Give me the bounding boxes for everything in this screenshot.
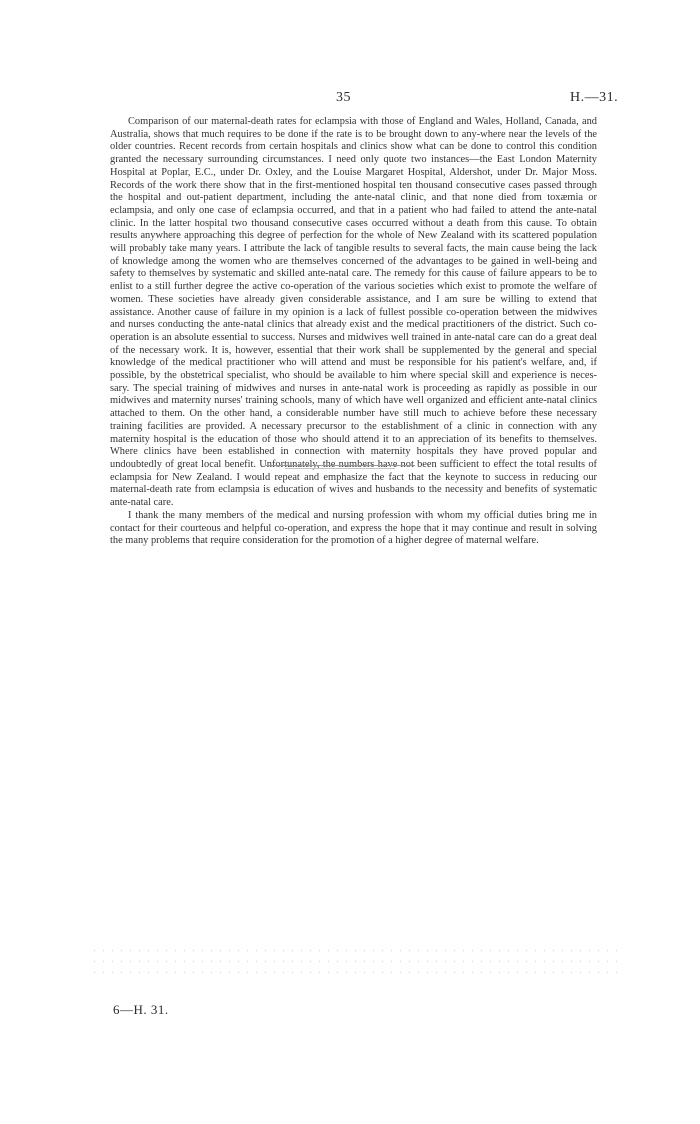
paragraph-eclampsia: Comparison of our maternal-death rates for eclampsia with those of England and Wales, Holland, Canada, and Australia, shows that much requires to be done if the rate is to be brought down to any-where near the levels of the older countries. Recent records from certain hospitals and clinics show what can be done to control this condition granted the necessary surrounding circumstances. I need only quote two instances—the East London Maternity Hospital at Poplar, E.C., under Dr. Oxley, and the Louise Margaret Hospital, Aldershot, under Dr. Major Moss. Records of the work there show that in the first-mentioned hospital ten thousand consecutive cases passed through the hospital and out-patient department, including the ante-natal clinic, and that none died from toxæmia or eclampsia, and only one case of eclampsia occurred, and that in a patient who had failed to attend the ante-natal clinic. In the latter hospital two thousand consecutive cases occurred without a death from this cause. To obtain results anywhere approaching this degree of perfection for the whole of New Zealand with its scattered population will probably take many years. I attribute the lack of tangible results to several facts, the main cause being the lack of knowledge among the women who are themselves concerned of the advantages to be gained in well-being and safety to themselves by systematic and skilled ante-natal care. The remedy for this cause of failure appears to be to enlist to a still further degree the active co-operation of the various societies which exist to promote the welfare of women. These societies have already given considerable assistance, and I am sure be willing to extend that assistance. Another cause of failure in my opinion is a lack of fullest possible co-operation between the midwives and nurses conducting the ante-natal clinics that already exist and the medical practitioners of the district. Such co-operation is an absolute essential to success. Nurses and midwives well trained in ante-natal care can do a great deal of the necessary work. It is, however, essential that their work shall be supplemented by the general and special knowledge of the medical practitioner who will attend and must be responsible for his patient's welfare, and, if possible, by the obstetrical specialist, who should be available to him where special skill and experience is neces-sary. The special training of midwives and nurses in ante-natal work is proceeding as rapidly as possible in our midwives and maternity nurses' training schools, many of which have well organized and efficient ante-natal clinics attached to them. On the other hand, a considerable number have still much to achieve before these necessary training facilities are provided. A necessary precursor to the establishment of a clinic in connection with any maternity hospital is the education of those who should attend it to an appreciation of its benefits to themselves. Where clinics have been established in connection with maternity hospitals they have proved popular and undoubtedly of great local benefit. Unfortunately, the numbers have not been sufficient to effect the total results of eclampsia for New Zealand. I would repeat and emphasize the fact that the keynote to success in reducing our maternal-death rate from eclampsia is education of wives and husbands to the necessity and benefits of systematic ante-natal care. [110, 116, 597, 509]
document-reference: H.—31. [570, 90, 619, 105]
bleed-through-noise [90, 945, 620, 975]
body-text [110, 116, 597, 548]
page-number: 35 [336, 90, 351, 105]
section-divider [265, 465, 415, 466]
paragraph-thanks: I thank the many members of the medical and nursing profession with whom my official duties bring me in contact for their courteous and helpful co-operation, and express the hope that it may continue and result in solving the many problems that require consideration for the promotion of a higher degree of maternal welfare. [110, 509, 597, 547]
footer-reference: 6—H. 31. [113, 1002, 169, 1017]
section-divider-secondary [285, 468, 395, 469]
